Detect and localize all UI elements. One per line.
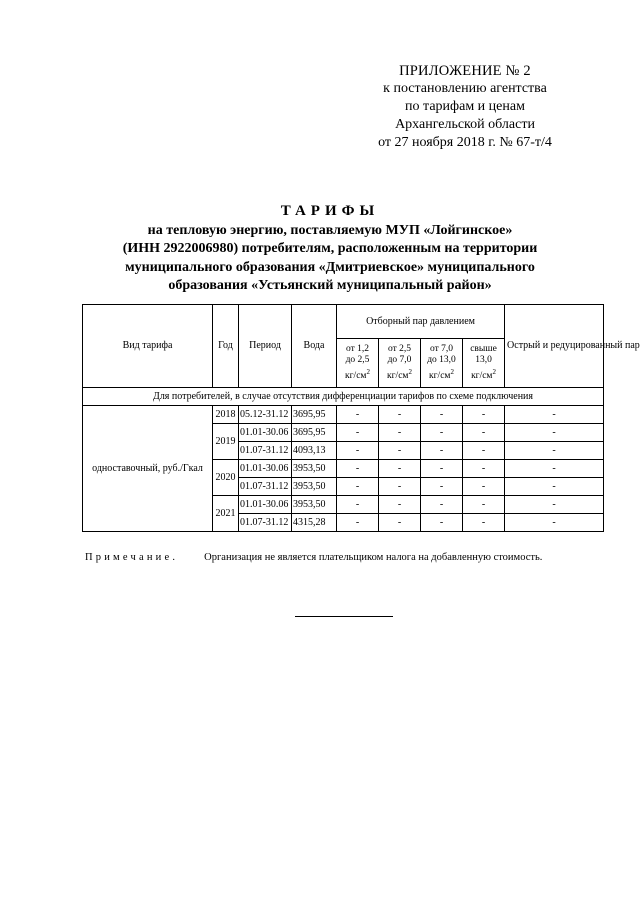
- closing-rule: [295, 616, 393, 617]
- empty-value-cell: -: [505, 442, 604, 460]
- empty-value-cell: -: [337, 514, 379, 532]
- header-steam-col: [463, 339, 505, 388]
- year-cell: 2018: [213, 406, 239, 424]
- steam-col-unit: [465, 367, 502, 383]
- footnote: [85, 552, 605, 563]
- empty-value-cell: -: [505, 424, 604, 442]
- empty-value-cell: -: [421, 496, 463, 514]
- unit-sup: 2: [492, 367, 496, 376]
- empty-value-cell: -: [505, 496, 604, 514]
- empty-value-cell: -: [463, 406, 505, 424]
- year-cell: 2019: [213, 424, 239, 460]
- empty-value-cell: -: [421, 514, 463, 532]
- appendix-line: Архангельской области: [395, 117, 535, 132]
- empty-value-cell: -: [505, 460, 604, 478]
- empty-value-cell: -: [379, 478, 421, 496]
- appendix-title: ПРИЛОЖЕНИЕ № 2: [399, 63, 531, 79]
- header-steam-col: [421, 339, 463, 388]
- empty-value-cell: -: [337, 496, 379, 514]
- empty-value-cell: -: [421, 406, 463, 424]
- empty-value-cell: -: [505, 406, 604, 424]
- water-value-cell: 4093,13: [292, 442, 337, 460]
- steam-col-unit: [423, 367, 460, 383]
- header-water: Вода: [292, 305, 337, 388]
- empty-value-cell: -: [337, 478, 379, 496]
- empty-value-cell: -: [379, 496, 421, 514]
- appendix-line: по тарифам и ценам: [405, 99, 525, 114]
- steam-col-line: до 7,0: [387, 355, 412, 366]
- water-value-cell: 3695,95: [292, 424, 337, 442]
- water-value-cell: 3695,95: [292, 406, 337, 424]
- empty-value-cell: -: [463, 514, 505, 532]
- water-value-cell: 3953,50: [292, 478, 337, 496]
- unit-text: кг/см: [471, 370, 493, 381]
- header-period: Период: [239, 305, 292, 388]
- period-cell: 01.01-30.06: [239, 496, 292, 514]
- empty-value-cell: -: [505, 478, 604, 496]
- steam-col-line: от 2,5: [387, 343, 412, 354]
- empty-value-cell: -: [421, 478, 463, 496]
- steam-col-unit: [381, 367, 418, 383]
- empty-value-cell: -: [379, 424, 421, 442]
- empty-value-cell: -: [337, 460, 379, 478]
- document-title: [60, 202, 600, 296]
- appendix-line: к постановлению агентства: [383, 81, 547, 96]
- tariff-type-cell: одноставочный, руб./Гкал: [83, 406, 213, 532]
- period-cell: 01.07-31.12: [239, 442, 292, 460]
- empty-value-cell: -: [463, 478, 505, 496]
- empty-value-cell: -: [463, 496, 505, 514]
- table-row: [83, 406, 604, 424]
- water-value-cell: 4315,28: [292, 514, 337, 532]
- unit-text: кг/см: [345, 370, 367, 381]
- unit-sup: 2: [408, 367, 412, 376]
- footnote-text: Организация не является плательщиком налога на добавленную стоимость.: [204, 552, 543, 563]
- steam-col-line: от 7,0: [429, 343, 454, 354]
- empty-value-cell: -: [337, 406, 379, 424]
- header-steam-col: [337, 339, 379, 388]
- title-line: образования «Устьянский муниципальный район»: [168, 278, 492, 293]
- empty-value-cell: -: [379, 460, 421, 478]
- period-cell: 01.01-30.06: [239, 424, 292, 442]
- unit-text: кг/см: [387, 370, 409, 381]
- year-cell: 2021: [213, 496, 239, 532]
- steam-col-line: от 1,2: [345, 343, 370, 354]
- title-line: (ИНН 2922006980) потребителям, расположенным на территории: [122, 241, 538, 256]
- header-steam-col: [379, 339, 421, 388]
- title-line: муниципального образования «Дмитриевское» муниципального: [125, 259, 535, 275]
- unit-sup: 2: [366, 367, 370, 376]
- empty-value-cell: -: [379, 406, 421, 424]
- footnote-label: Примечание.: [85, 552, 179, 563]
- tariff-table: [82, 304, 640, 532]
- steam-col-line: до 13,0: [427, 355, 456, 366]
- header-tariff-type: Вид тарифа: [83, 305, 213, 388]
- header-sharp-steam: Острый и редуцированный пар: [505, 305, 604, 388]
- empty-value-cell: -: [421, 460, 463, 478]
- empty-value-cell: -: [505, 514, 604, 532]
- water-value-cell: 3953,50: [292, 496, 337, 514]
- empty-value-cell: -: [463, 460, 505, 478]
- title-main: ТАРИФЫ: [280, 203, 380, 219]
- steam-col-unit: [339, 367, 376, 383]
- year-cell: 2020: [213, 460, 239, 496]
- water-value-cell: 3953,50: [292, 460, 337, 478]
- header-year: Год: [213, 305, 239, 388]
- empty-value-cell: -: [463, 424, 505, 442]
- period-cell: 01.07-31.12: [239, 478, 292, 496]
- title-line: на тепловую энергию, поставляемую МУП «Лойгинское»: [147, 222, 513, 238]
- empty-value-cell: -: [379, 442, 421, 460]
- empty-value-cell: -: [421, 424, 463, 442]
- consumers-note: Для потребителей, в случае отсутствия дифференциации тарифов по схеме подключения: [83, 388, 604, 406]
- empty-value-cell: -: [337, 442, 379, 460]
- steam-col-line: до 2,5: [345, 355, 370, 366]
- period-cell: 01.01-30.06: [239, 460, 292, 478]
- header-steam-group: Отборный пар давлением: [337, 305, 505, 339]
- appendix-line: от 27 ноября 2018 г. № 67-т/4: [378, 135, 552, 150]
- period-cell: 01.07-31.12: [239, 514, 292, 532]
- appendix-block: [350, 62, 580, 152]
- empty-value-cell: -: [421, 442, 463, 460]
- steam-col-line: 13,0: [475, 355, 492, 366]
- steam-col-line: свыше: [470, 343, 497, 354]
- empty-value-cell: -: [463, 442, 505, 460]
- unit-text: кг/см: [429, 370, 451, 381]
- period-cell: 05.12-31.12: [239, 406, 292, 424]
- empty-value-cell: -: [379, 514, 421, 532]
- empty-value-cell: -: [337, 424, 379, 442]
- unit-sup: 2: [450, 367, 454, 376]
